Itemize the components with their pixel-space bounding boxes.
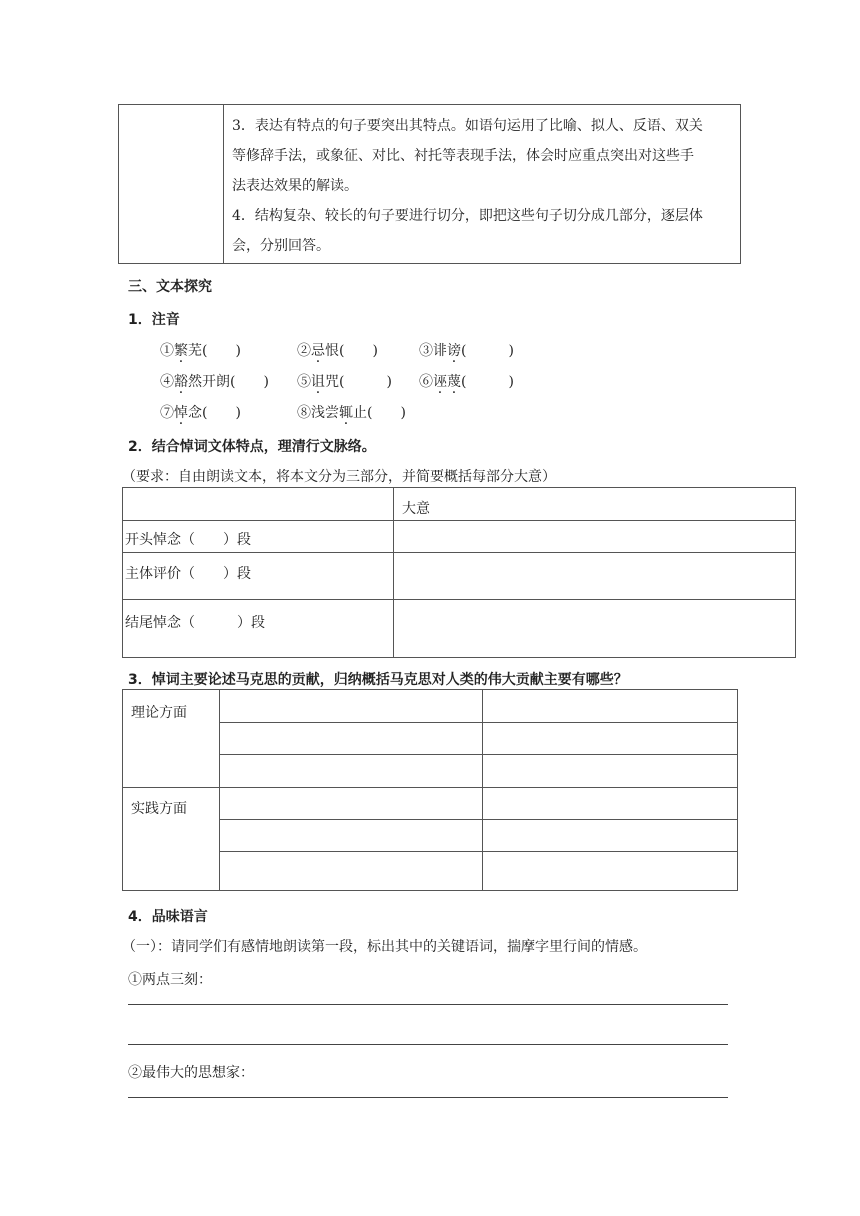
pinyin-item-1: ①繁芜( ) [160,343,241,359]
answer-line-2[interactable] [128,1044,728,1045]
pinyin-item-6: ⑥诬蔑( ) [419,374,514,390]
top-method-table [118,104,741,264]
practice-answer-1a[interactable] [220,788,483,820]
practice-answer-1b[interactable] [483,788,738,820]
practice-label-cell [123,788,220,891]
structure-header-label: 大意 [402,501,430,517]
structure-header-meaning [394,488,796,521]
pinyin-item-5: ⑤诅咒( ) [297,374,392,390]
answer-line-1[interactable] [128,1004,728,1005]
theory-label-cell [123,690,220,788]
tip-3-line-3: 法表达效果的解读。 [232,178,358,194]
pinyin-item-4: ④豁然开朗( ) [160,374,269,390]
structure-row-ending [123,600,394,658]
theory-answer-3b[interactable] [483,755,738,788]
practice-label: 实践方面 [131,801,187,817]
practice-answer-3b[interactable] [483,852,738,891]
theory-answer-2b[interactable] [483,723,738,755]
answer-line-3[interactable] [128,1097,728,1098]
structure-table [122,487,796,658]
q4-title: 4．品味语言 [128,909,208,925]
pinyin-item-8: ⑧浅尝辄止( ) [297,405,406,421]
practice-answer-2a[interactable] [220,820,483,852]
theory-answer-2a[interactable] [220,723,483,755]
structure-row-opening-label: 开头悼念（ ）段 [125,532,251,548]
theory-answer-1b[interactable] [483,690,738,723]
q4-item1: ①两点三刻： [128,972,212,988]
q1-title: 1．注音 [128,312,180,328]
pinyin-item-3: ③诽谤( ) [419,343,514,359]
tip-4-line-2: 会，分别回答。 [232,238,330,254]
practice-answer-2b[interactable] [483,820,738,852]
structure-row-body-answer[interactable] [394,553,796,600]
structure-row-ending-label: 结尾悼念（ ）段 [125,615,265,631]
q2-title: 2．结合悼词文体特点，理清行文脉络。 [128,439,376,455]
theory-answer-3a[interactable] [220,755,483,788]
q3-title: 3．悼词主要论述马克思的贡献，归纳概括马克思对人类的伟大贡献主要有哪些？ [128,672,628,688]
contribution-table [122,689,738,891]
top-table-right-cell [224,105,741,264]
q2-instruction: （要求：自由朗读文本，将本文分为三部分，并简要概括每部分大意） [122,469,556,485]
structure-row-opening [123,521,394,553]
q4-item2: ②最伟大的思想家： [128,1065,254,1081]
section-3-heading: 三、文本探究 [128,279,212,295]
structure-row-body-label: 主体评价（ ）段 [125,566,251,582]
structure-row-opening-answer[interactable] [394,521,796,553]
structure-row-body [123,553,394,600]
tip-4-line-1: 4．结构复杂、较长的句子要进行切分，即把这些句子切分成几部分，逐层体 [232,208,703,224]
pinyin-item-7: ⑦悼念( ) [160,405,241,421]
pinyin-item-2: ②忌恨( ) [297,343,378,359]
structure-row-ending-answer[interactable] [394,600,796,658]
tip-3-line-1: 3．表达有特点的句子要突出其特点。如语句运用了比喻、拟人、反语、双关 [232,118,703,134]
theory-label: 理论方面 [131,705,187,721]
structure-header-blank [123,488,394,521]
practice-answer-3a[interactable] [220,852,483,891]
tip-3-line-2: 等修辞手法，或象征、对比、衬托等表现手法，体会时应重点突出对这些手 [232,148,694,164]
theory-answer-1a[interactable] [220,690,483,723]
q4-sub1: （一）：请同学们有感情地朗读第一段，标出其中的关键语词，揣摩字里行间的情感。 [122,939,647,955]
top-table-left-cell [119,105,224,264]
